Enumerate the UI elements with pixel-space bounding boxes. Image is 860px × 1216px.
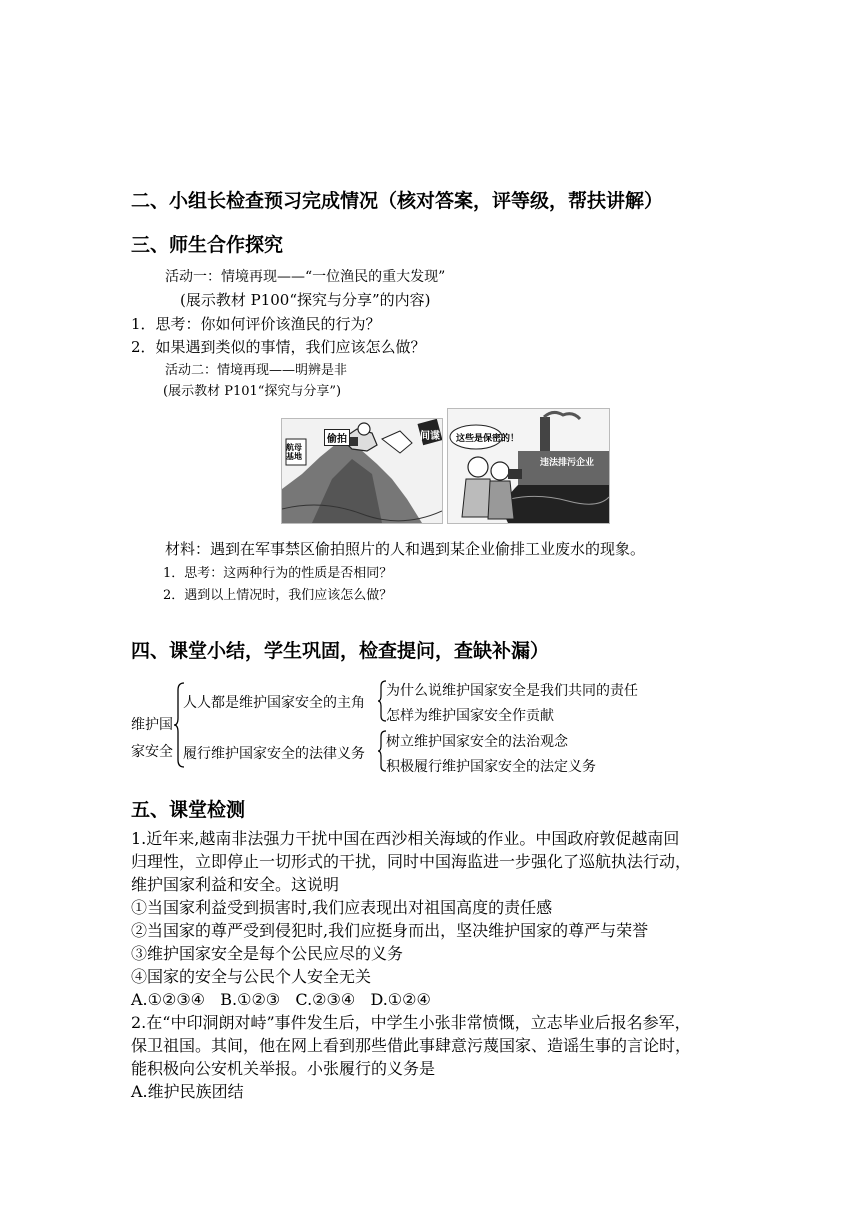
activity-1-question-1: 1．思考：你如何评价该渔民的行为？ [131,315,381,333]
speech-bubble-text: 这些是保密的！ [456,434,520,444]
tag-steal-photo: 偷拍 [324,429,350,446]
summary-root-line-1: 维护国 [131,717,173,733]
quiz-q1-line: 维护国家利益和安全。这说明 [131,875,340,894]
summary-root-line-2: 家安全 [131,744,173,760]
quiz-q1-statement: ②当国家的尊严受到侵犯时,我们应挺身而出，坚决维护国家的尊严与荣誉 [131,921,649,940]
summary-branch-2: 履行维护国家安全的法律义务 [183,746,365,762]
activity-2-title: 活动二：情境再现——明辨是非 [165,363,348,378]
activity-2-note: (展示教材 P101“探究与分享”) [163,384,342,399]
activity-1-note: (展示教材 P100“探究与分享”的内容) [180,291,431,309]
quiz-q1-choices: A.①②③④ B.①②③ C.②③④ D.①②④ [131,990,431,1009]
section-3-title: 三、师生合作探究 [131,234,284,256]
spy-photo-drawing [282,419,442,523]
summary-branch-1: 人人都是维护国家安全的主角 [183,695,365,711]
quiz-question-1 [131,827,691,1103]
illustration-polluting-factory [447,408,610,524]
summary-branch-2-item-1: 树立维护国家安全的法治观念 [386,734,568,750]
quiz-q2-line: 能积极向公安机关举报。小张履行的义务是 [131,1059,436,1078]
quiz-q2-line: 保卫祖国。其间，他在网上看到那些借此事肆意污蔑国家、造谣生事的言论时， [131,1036,692,1055]
activity-2-question-1: 1．思考：这两种行为的性质是否相同？ [163,566,393,581]
quiz-q1-line: 1.近年来,越南非法强力干扰中国在西沙相关海域的作业。中国政府敦促越南回 [131,829,680,848]
quiz-q1-statement: ④国家的安全与公民个人安全无关 [131,967,372,986]
quiz-q1-statement: ①当国家利益受到损害时,我们应表现出对祖国高度的责任感 [131,898,553,917]
quiz-q1-line: 归理性，立即停止一切形式的干扰，同时中国海监进一步强化了巡航执法行动， [131,852,692,871]
section-4-title: 四、课堂小结，学生巩固，检查提问，查缺补漏） [131,640,550,662]
quiz-q2-line: 2.在“中印洞朗对峙”事件发生后，中学生小张非常愤慨，立志毕业后报名参军， [131,1013,691,1032]
quiz-q2-option-a: A.维护民族团结 [131,1082,244,1101]
activity-2-material: 材料：遇到在军事禁区偷拍照片的人和遇到某企业偷排工业废水的现象。 [165,540,646,558]
section-2-title: 二、小组长检查预习完成情况（核对答案，评等级，帮扶讲解） [131,190,664,212]
activity-2-question-2: 2．遇到以上情况时，我们应该怎么做？ [163,588,393,603]
activity-1-question-2: 2．如果遇到类似的事情，我们应该怎么做？ [131,338,426,356]
tag-spy: 间谍 [420,431,440,442]
summary-branch-1-item-2: 怎样为维护国家安全作贡献 [386,708,554,724]
tag-base: 航母基地 [286,442,302,461]
illustration-spy-photo [281,418,443,524]
tag-factory: 违法排污企业 [540,458,595,468]
activity-1-title: 活动一：情境再现——“一位渔民的重大发现” [165,269,446,285]
summary-branch-2-item-2: 积极履行维护国家安全的法定义务 [386,759,596,775]
section-5-title: 五、课堂检测 [131,799,246,821]
quiz-q1-statement: ③维护国家安全是每个公民应尽的义务 [131,944,404,963]
summary-branch-1-item-1: 为什么说维护国家安全是我们共同的责任 [386,683,638,699]
